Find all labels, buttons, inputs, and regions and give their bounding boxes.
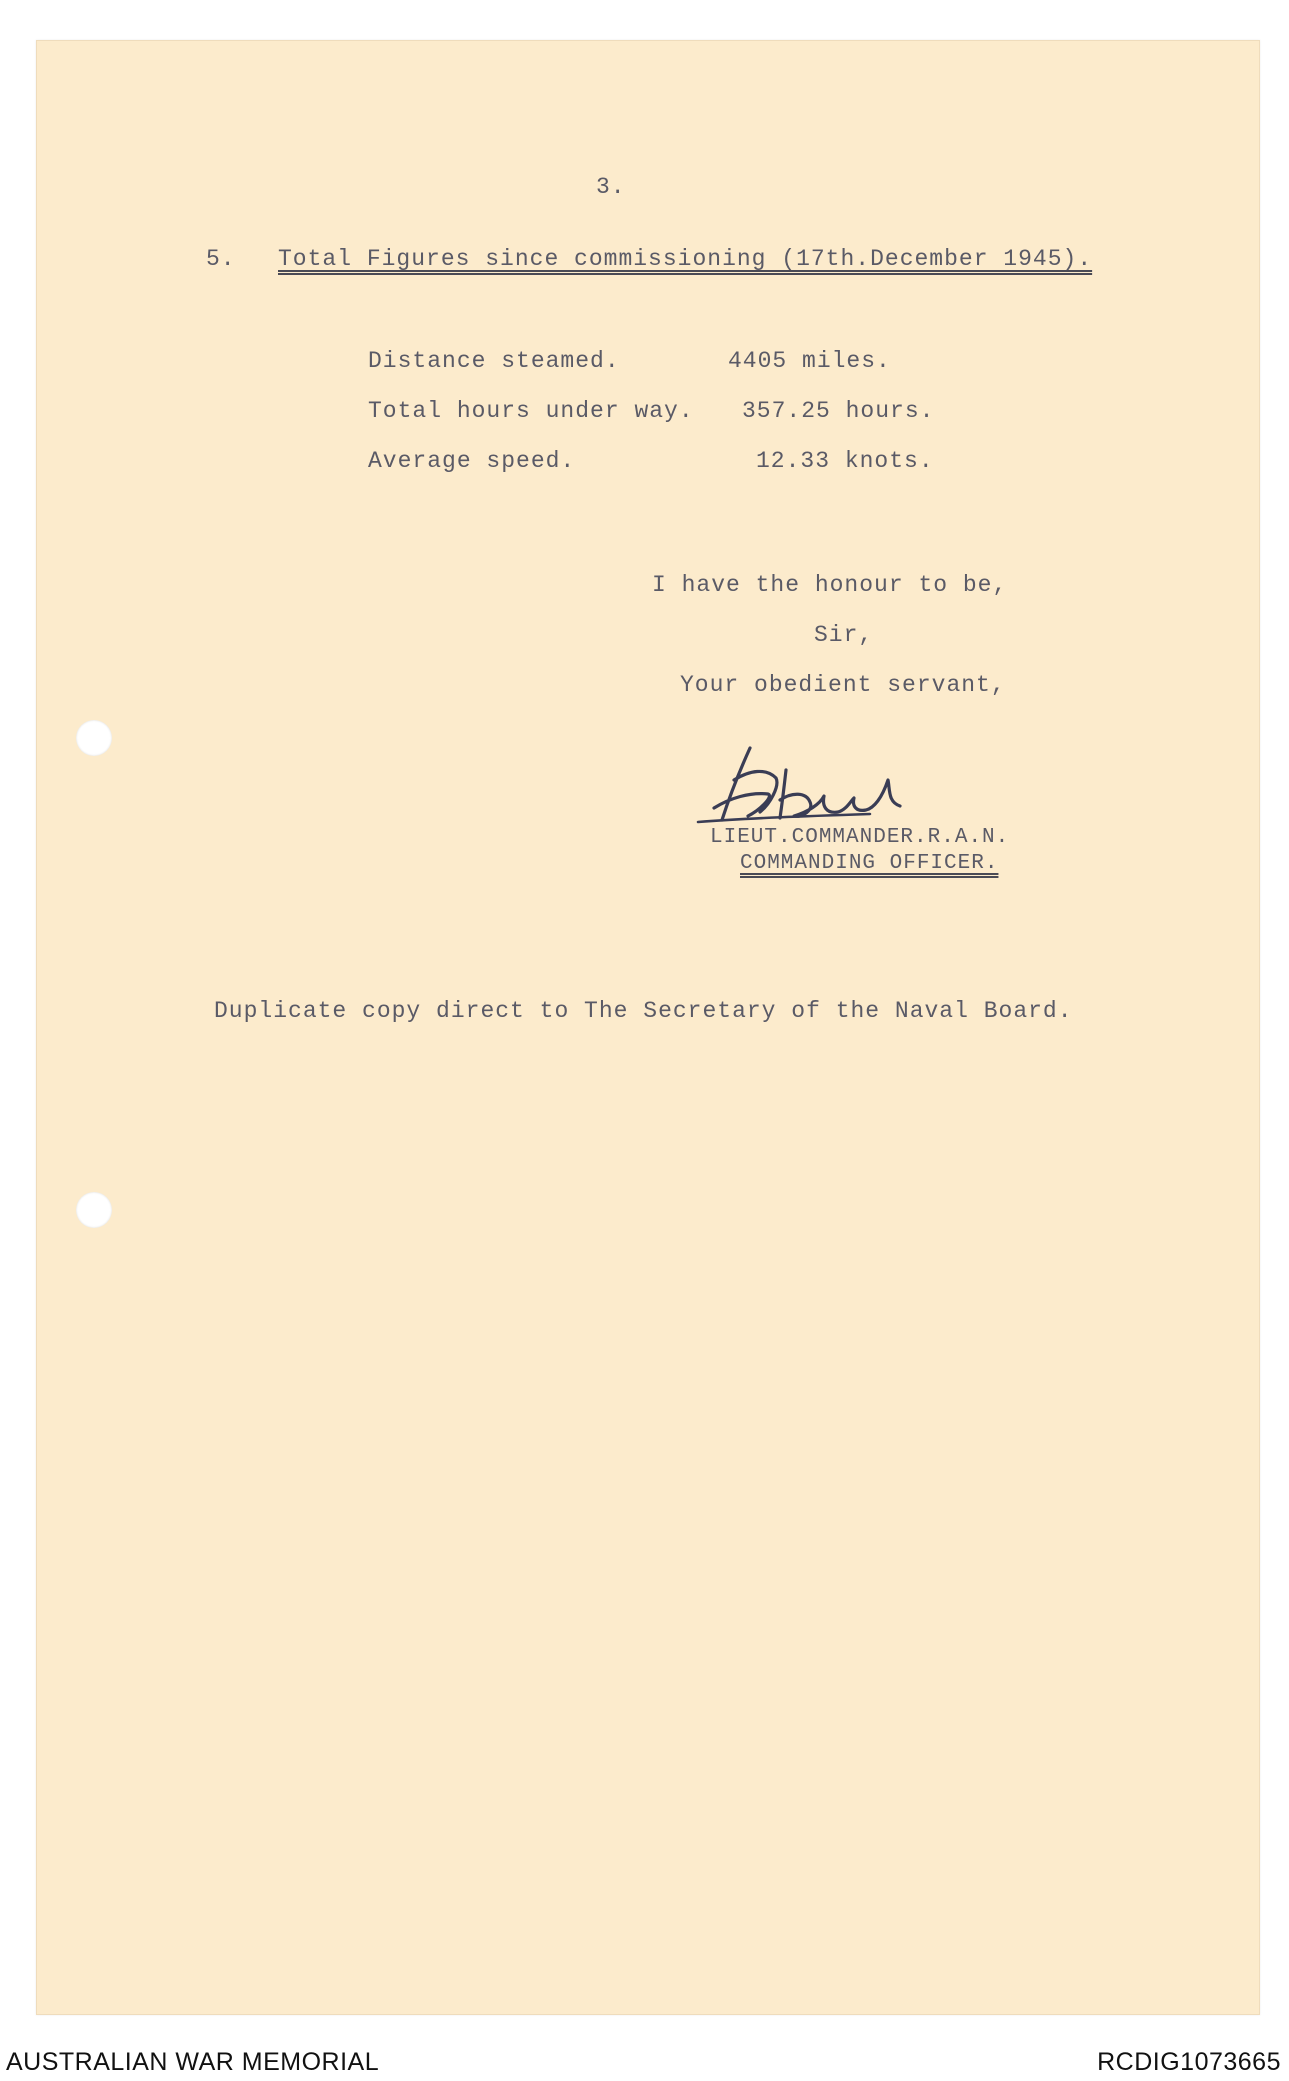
footer-record-id: RCDIG1073665: [1097, 2048, 1281, 2076]
figure-label-speed: Average speed.: [368, 448, 576, 474]
figure-label-distance: Distance steamed.: [368, 348, 620, 374]
distribution-note: Duplicate copy direct to The Secretary of the Naval Board.: [214, 998, 1073, 1024]
handwritten-signature: [690, 740, 940, 840]
closing-line-3: Your obedient servant,: [680, 672, 1006, 698]
section-number: 5.: [206, 246, 236, 272]
document-sheet: [36, 40, 1260, 2015]
figure-value-speed: 12.33 knots.: [756, 448, 934, 474]
figure-label-hours: Total hours under way.: [368, 398, 694, 424]
figure-value-hours: 357.25 hours.: [742, 398, 935, 424]
signature-title: COMMANDING OFFICER.: [740, 852, 999, 875]
signature-rank: LIEUT.COMMANDER.R.A.N.: [710, 826, 1010, 849]
section-heading: Total Figures since commissioning (17th.December 1945).: [278, 246, 1093, 272]
punch-hole-bottom: [76, 1192, 112, 1228]
punch-hole-top: [76, 720, 112, 756]
footer-source-label: AUSTRALIAN WAR MEMORIAL: [6, 2048, 380, 2076]
page-number: 3.: [596, 174, 626, 200]
figure-value-distance: 4405 miles.: [728, 348, 891, 374]
closing-line-2: Sir,: [814, 622, 874, 648]
closing-line-1: I have the honour to be,: [652, 572, 1008, 598]
